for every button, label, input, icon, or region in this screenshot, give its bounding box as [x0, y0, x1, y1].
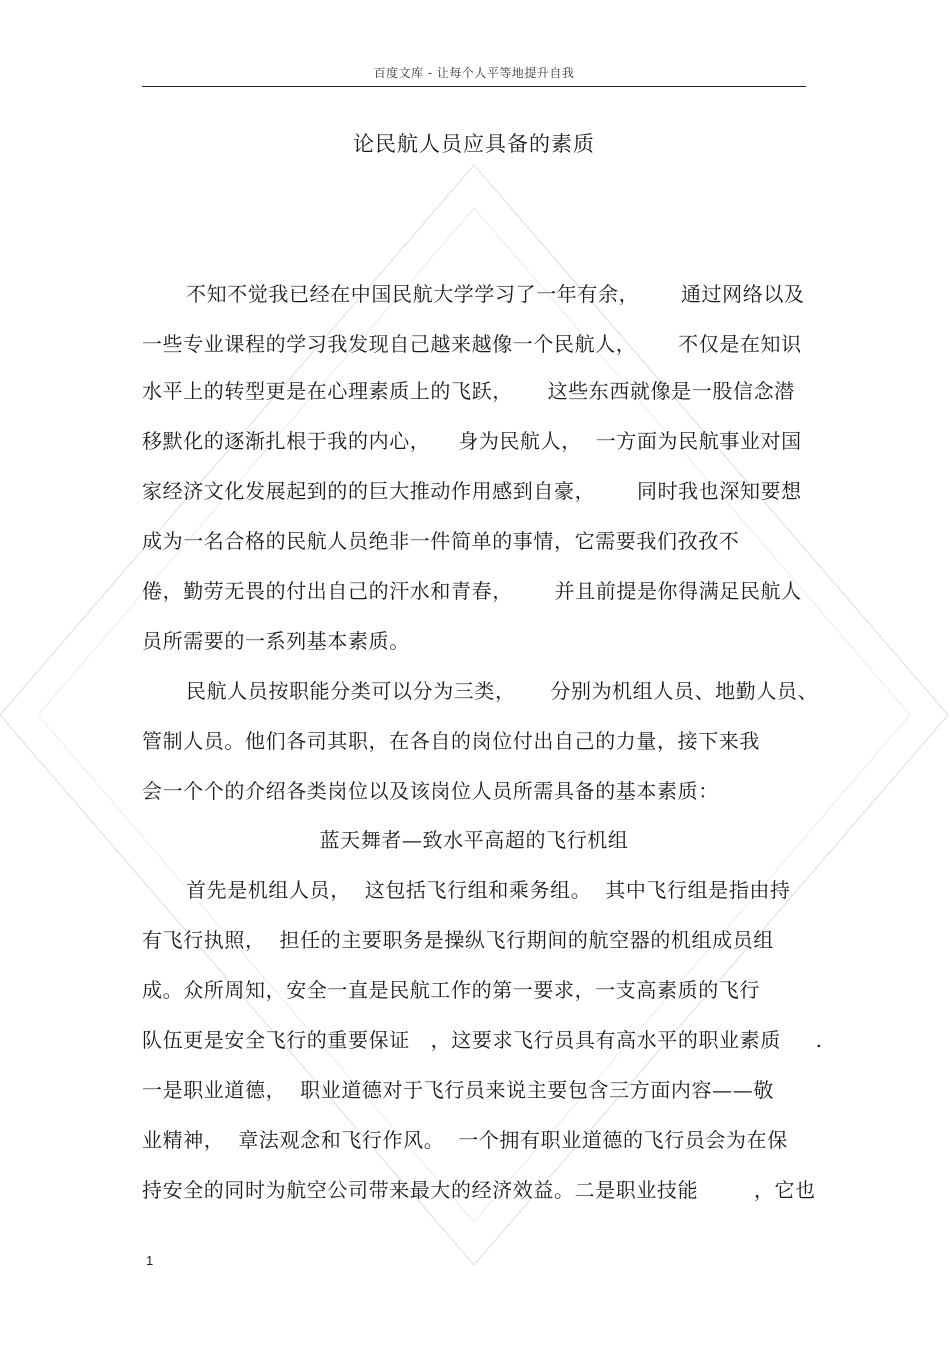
paragraph-line: 队伍更是安全飞行的重要保证 ，这要求飞行员具有高水平的职业素质 .: [142, 1028, 823, 1052]
paragraph-line: 管制人员。他们各司其职，在各自的岗位付出自己的力量，接下来我: [142, 729, 760, 753]
paragraph-line: 首先是机组人员， 这包括飞行组和乘务组。 其中飞行组是指由持: [186, 878, 791, 902]
paragraph-line: 不知不觉我已经在中国民航大学学习了一年有余， 通过网络以及: [186, 282, 805, 306]
paragraph-line: 业精神， 章法观念和飞行作风。 一个拥有职业道德的飞行员会为在保: [142, 1128, 788, 1152]
paragraph-line: 家经济文化发展起到的的巨大推动作用感到自豪， 同时我也深知要想: [142, 479, 802, 503]
page-number: 1: [146, 1253, 154, 1268]
paragraph-line: 成为一名合格的民航人员绝非一件简单的事情，它需要我们孜孜不: [142, 529, 740, 553]
paragraph-line: 会一个个的介绍各类岗位以及该岗位人员所需具备的基本素质：: [142, 779, 719, 803]
paragraph-line: 民航人员按职能分类可以分为三类， 分别为机组人员、地勤人员、: [186, 679, 819, 703]
paragraph-line: 水平上的转型更是在心理素质上的飞跃， 这些东西就像是一股信念潜: [142, 379, 795, 403]
paragraph-line: 成。众所周知，安全一直是民航工作的第一要求，一支高素质的飞行: [142, 978, 760, 1002]
paragraph-line: 员所需要的一系列基本素质。: [142, 629, 410, 653]
page-header: 百度文库 - 让每个人平等地提升自我: [373, 66, 575, 80]
paragraph-line: 移默化的逐渐扎根于我的内心， 身为民航人， 一方面为民航事业对国: [142, 429, 802, 453]
header-divider: [142, 86, 806, 87]
paragraph-line: 倦，勤劳无畏的付出自己的汗水和青春， 并且前提是你得满足民航人: [142, 579, 802, 603]
paragraph-line: 一些专业课程的学习我发现自己越来越像一个民航人， 不仅是在知识: [142, 332, 802, 356]
paragraph-line: 有飞行执照， 担任的主要职务是操纵飞行期间的航空器的机组成员组: [142, 928, 774, 952]
section-heading: 蓝天舞者—致水平高超的飞行机组: [319, 828, 629, 852]
document-title: 论民航人员应具备的素质: [353, 132, 595, 156]
paragraph-line: 持安全的同时为航空公司带来最大的经济效益。二是职业技能 ，它也: [142, 1178, 816, 1202]
paragraph-line: 一是职业道德， 职业道德对于飞行员来说主要包含三方面内容——敬: [142, 1078, 774, 1102]
